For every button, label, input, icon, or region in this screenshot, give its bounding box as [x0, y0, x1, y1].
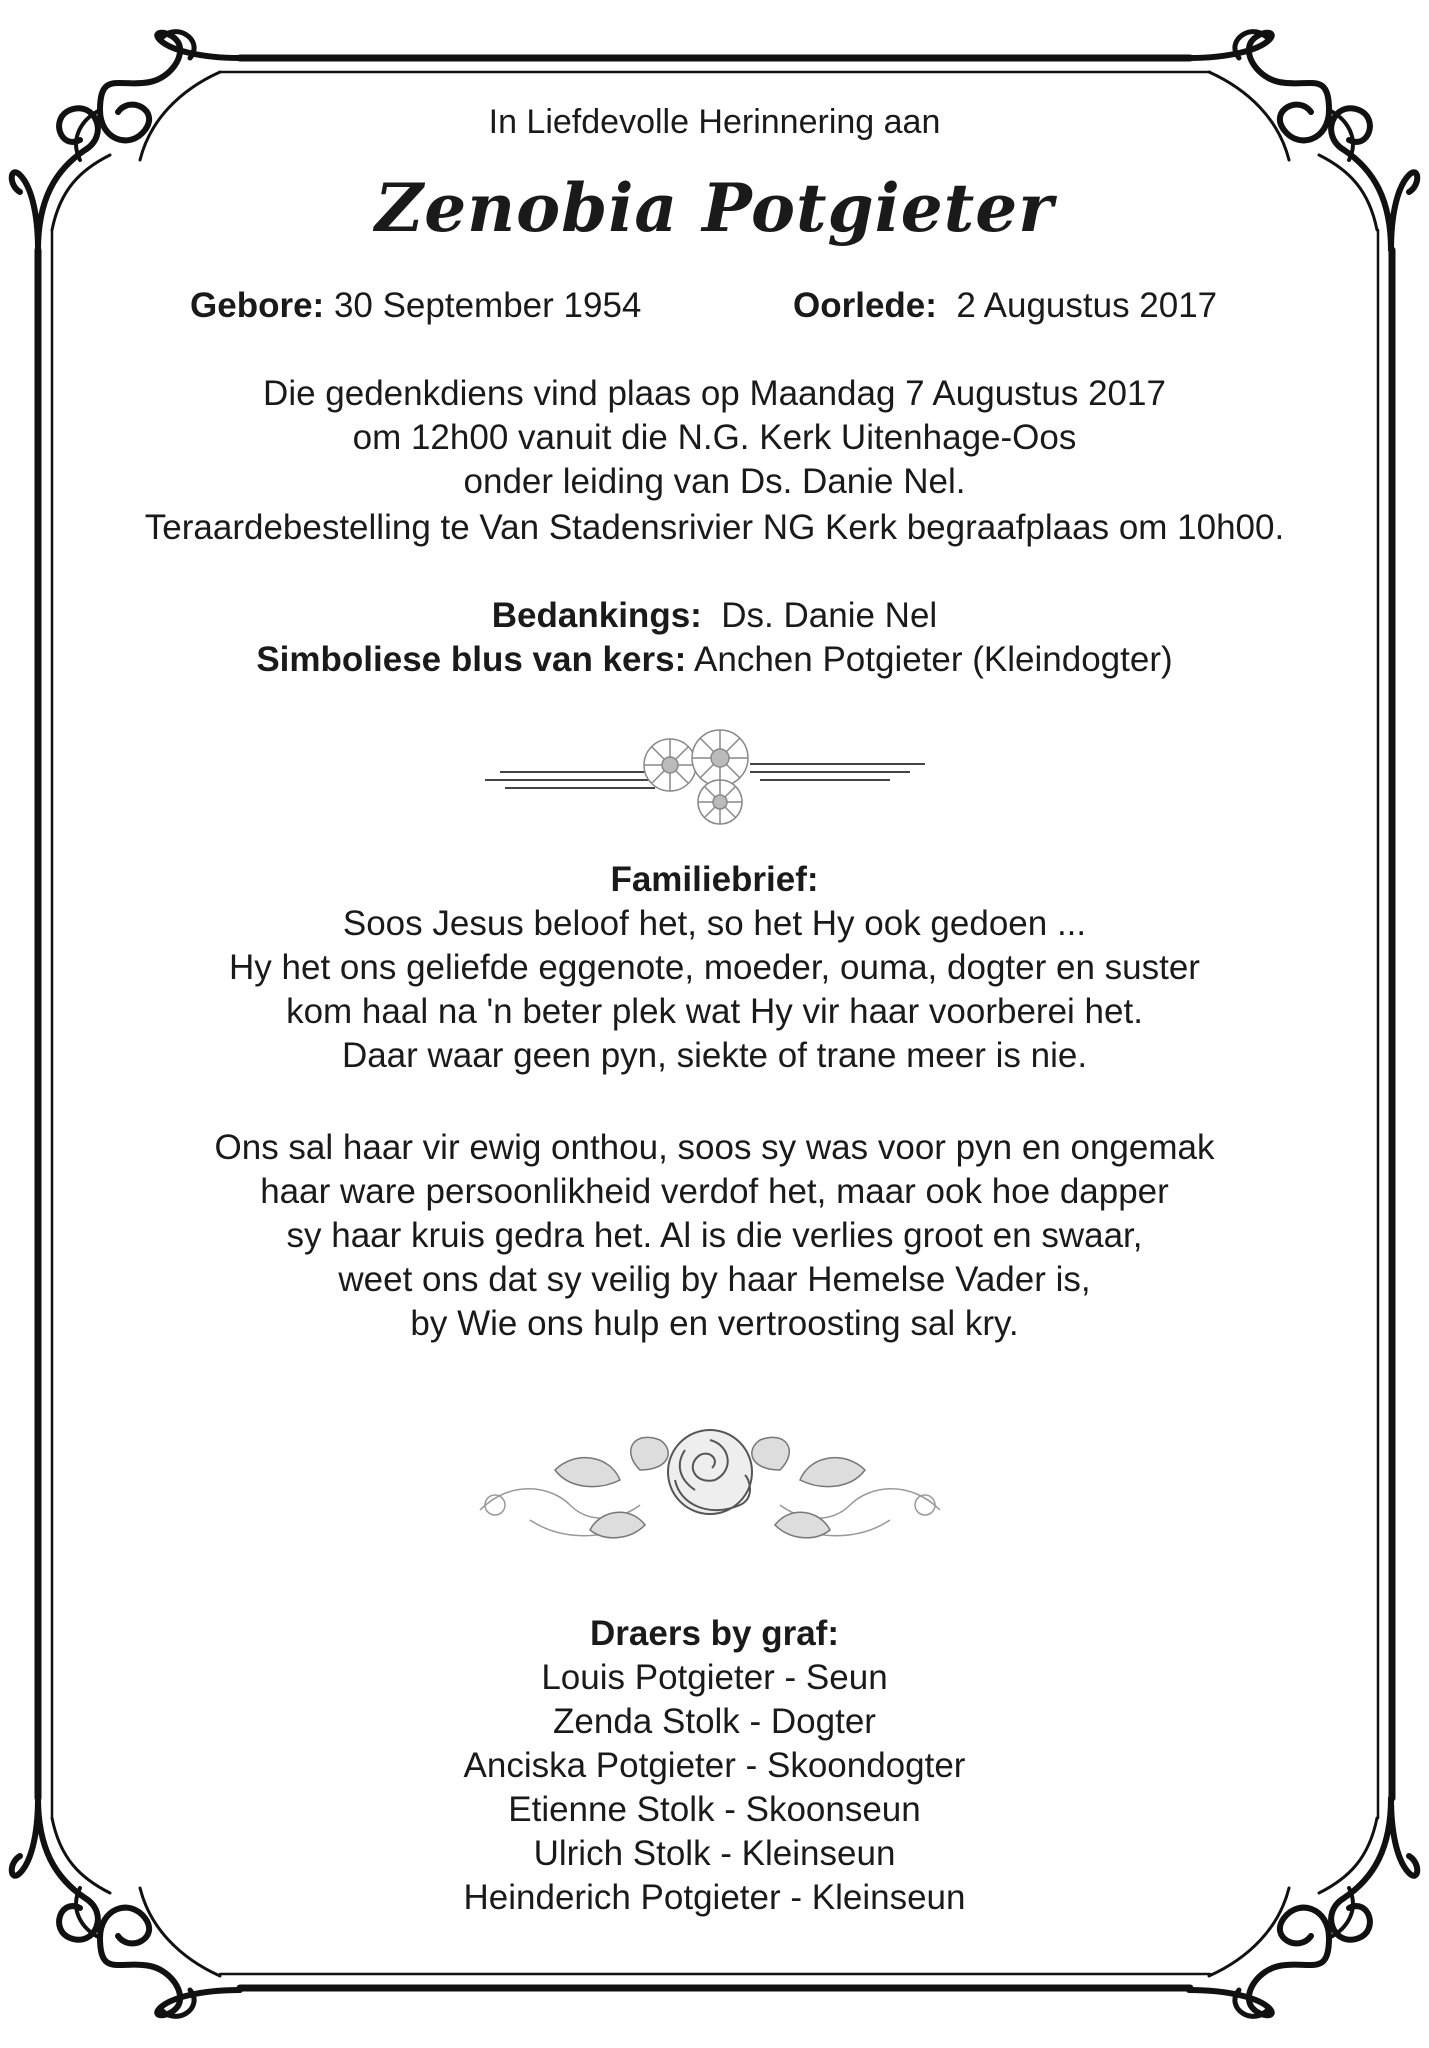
service-line: onder leiding van Ds. Danie Nel. [463, 462, 966, 501]
letter-line: Hy het ons geliefde eggenote, moeder, ouma, dogter en suster [229, 948, 1200, 987]
candle-label: Simboliese blus van kers: [256, 640, 687, 679]
pallbearers-title-text: Draers by graf: [590, 1614, 839, 1653]
letter-line: by Wie ons hulp en vertroosting sal kry. [410, 1304, 1019, 1343]
thanks-line [0, 594, 1429, 638]
deceased-name: Zenobia Potgieter [375, 169, 1054, 247]
pallbearer-item: Etienne Stolk - Skoonseun [508, 1790, 921, 1829]
service-line: Teraardebestelling te Van Stadensrivier NG Kerk begraafplaas om 10h00. [144, 508, 1285, 547]
died-date [793, 284, 1217, 328]
intro-line: In Liefdevolle Herinnering aan [488, 103, 941, 141]
pallbearer-item: Zenda Stolk - Dogter [553, 1702, 876, 1741]
thanks-label: Bedankings: [491, 596, 702, 635]
family-letter-title [0, 858, 1429, 902]
letter-line: Ons sal haar vir ewig onthou, soos sy was voor pyn en ongemak [214, 1128, 1215, 1167]
letter-line: Soos Jesus beloof het, so het Hy ook gedoen ... [342, 904, 1087, 943]
died-value: 2 Augustus 2017 [956, 286, 1218, 325]
service-line: om 12h00 vanuit die N.G. Kerk Uitenhage-Oos [352, 418, 1077, 457]
thanks-value: Ds. Danie Nel [721, 596, 938, 635]
pallbearer-item: Anciska Potgieter - Skoondogter [463, 1746, 966, 1785]
born-value: 30 September 1954 [333, 286, 642, 325]
letter-line: kom haal na 'n beter plek wat Hy vir haar voorberei het. [286, 992, 1143, 1031]
letter-line: Daar waar geen pyn, siekte of trane meer is nie. [341, 1036, 1088, 1075]
letter-line: haar ware persoonlikheid verdof het, maar ook hoe dapper [260, 1172, 1169, 1211]
died-label: Oorlede: [793, 286, 937, 325]
letter-line: sy haar kruis gedra het. Al is die verlies groot en swaar, [286, 1216, 1143, 1255]
pallbearer-item: Louis Potgieter - Seun [541, 1658, 888, 1697]
born-date [190, 284, 641, 328]
candle-value: Anchen Potgieter (Kleindogter) [694, 640, 1173, 679]
daisy-divider-icon [480, 720, 930, 830]
rose-divider-icon [470, 1410, 950, 1570]
pallbearer-item: Ulrich Stolk - Kleinseun [533, 1834, 896, 1873]
born-label: Gebore: [190, 286, 325, 325]
service-line: Die gedenkdiens vind plaas op Maandag 7 Augustus 2017 [263, 374, 1166, 413]
family-letter-title-text: Familiebrief: [610, 860, 819, 899]
candle-line [0, 638, 1429, 682]
pallbearer-item: Heinderich Potgieter - Kleinseun [463, 1878, 966, 1917]
letter-line: weet ons dat sy veilig by haar Hemelse Vader is, [338, 1260, 1091, 1299]
pallbearers-title [0, 1612, 1429, 1656]
